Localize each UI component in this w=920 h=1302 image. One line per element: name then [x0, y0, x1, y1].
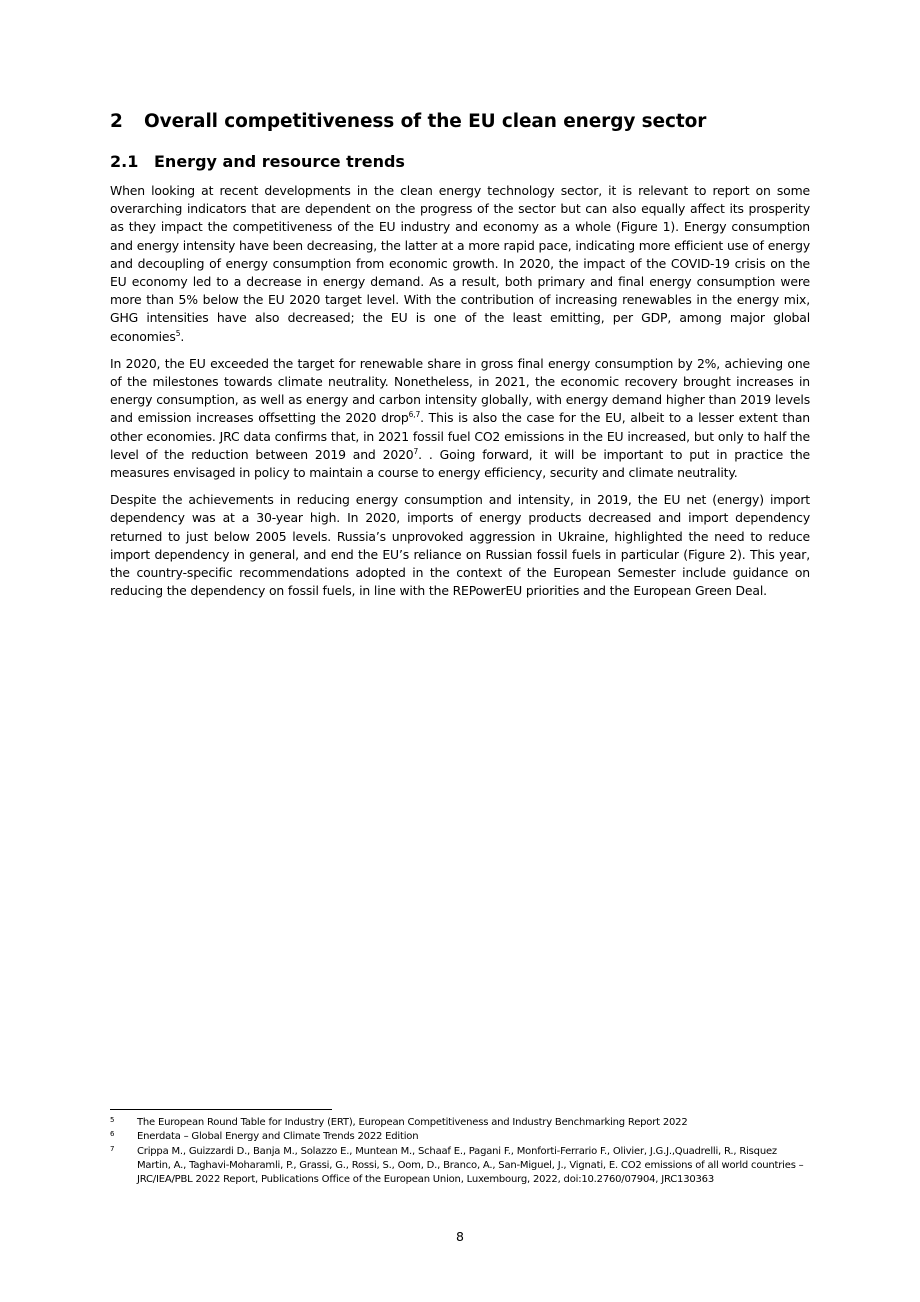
paragraph-1-end: .	[180, 328, 185, 344]
footnote-text: Crippa M., Guizzardi D., Banja M., Solazzo E., Muntean M., Schaaf E., Pagani F., Monforti-Ferrario F., Olivier, J.G.J.,Quadrelli, R., Risquez Martin, A., Taghavi-Moharamli, P., Grassi, G., Rossi, S., Oom, D., Branco, A., San-Miguel, J., Vignati, E. CO2 emissions of all world countries – JRC/IEA/PBL 2022 Report, Publications Office of the European Union, Luxembourg, 2022, doi:10.2760/07904, JRC130363	[137, 1145, 804, 1186]
footnote-item	[110, 1130, 812, 1144]
footnote-ref-7[interactable]: 7	[413, 446, 419, 456]
footnote-number: 7	[110, 1144, 115, 1153]
section-heading	[110, 108, 810, 136]
section-title: Overall competitiveness of the EU clean energy sector	[144, 111, 707, 132]
subsection-number: 2.1	[110, 152, 139, 171]
paragraph-3-text: Despite the achievements in reducing energy consumption and intensity, in 2019, the EU net (energy) import dependency was at a 30-year high. In 2020, imports of energy products decreased and import dependency returned to just below 2005 levels. Russia’s unprovoked aggression in Ukraine, highlighted the need to reduce import dependency in general, and end the EU’s reliance on Russian fossil fuels in particular (Figure 2). This year, the country-specific recommendations adopted in the context of the European Semester include guidance on reducing the dependency on fossil fuels, in line with the REPowerEU priorities and the European Green Deal.	[110, 492, 810, 599]
footnote-separator	[110, 1109, 332, 1110]
footnote-item	[110, 1145, 812, 1188]
footnotes	[110, 1109, 812, 1187]
paragraph-1-text: When looking at recent developments in the clean energy technology sector, it is relevant to report on some overarching indicators that are dependent on the progress of the sector but can also equally affect its prosperity as they impact the competitiveness of the EU industry and economy as a whole (Figure 1). Energy consumption and energy intensity have been decreasing, the latter at a more rapid pace, indicating more efficient use of energy and decoupling of energy consumption from economic growth. In 2020, the impact of the COVID-19 crisis on the EU economy led to a decrease in energy demand. As a result, both primary and final energy consumption were more than 5% below the EU 2020 target level. With the contribution of increasing renewables in the energy mix, GHG intensities have also decreased; the EU is one of the least emitting, per GDP, among major global economies	[110, 183, 810, 344]
footnote-number: 6	[110, 1130, 115, 1139]
subsection-heading	[110, 150, 810, 174]
section-number: 2	[110, 111, 123, 132]
paragraph-2-text-a: In 2020, the EU exceeded the target for renewable share in gross final energy consumption by 2%, achieving one of the milestones towards climate neutrality. Nonetheless, in 2021, the economic recovery brought increases in energy consumption, as well as energy and carbon intensity globally, with energy demand higher than 2019 levels and emission increases offsetting the 2020 drop	[110, 355, 810, 426]
paragraph-1	[110, 182, 810, 346]
page-number: 8	[456, 1229, 464, 1244]
footnote-ref-6-7[interactable]: 6,7	[408, 410, 421, 420]
footnote-text: The European Round Table for Industry (ERT), European Competitiveness and Industry Benchmarking Report 2022	[137, 1117, 688, 1128]
paragraph-3	[110, 491, 810, 600]
footnote-number: 5	[110, 1116, 115, 1124]
footnote-ref-5[interactable]: 5	[175, 328, 181, 338]
paragraph-2-text-c: . . Going forward, it will be important to put in practice the measures envisaged in policy to maintain a course to energy efficiency, security and climate neutrality.	[110, 446, 810, 481]
footnote-text: Enerdata – Global Energy and Climate Trends 2022 Edition	[137, 1131, 419, 1143]
paragraph-2-text-b: . This is also the case for the EU, albeit to a lesser extent than other economies. JRC data confirms that, in 2021 fossil fuel CO2 emissions in the EU increased, but only to half the level of the reduction between 2019 and 2020	[110, 410, 810, 462]
paragraph-2	[110, 355, 810, 482]
subsection-title: Energy and resource trends	[154, 152, 405, 171]
main-content	[110, 108, 810, 609]
footnote-item	[110, 1116, 812, 1130]
